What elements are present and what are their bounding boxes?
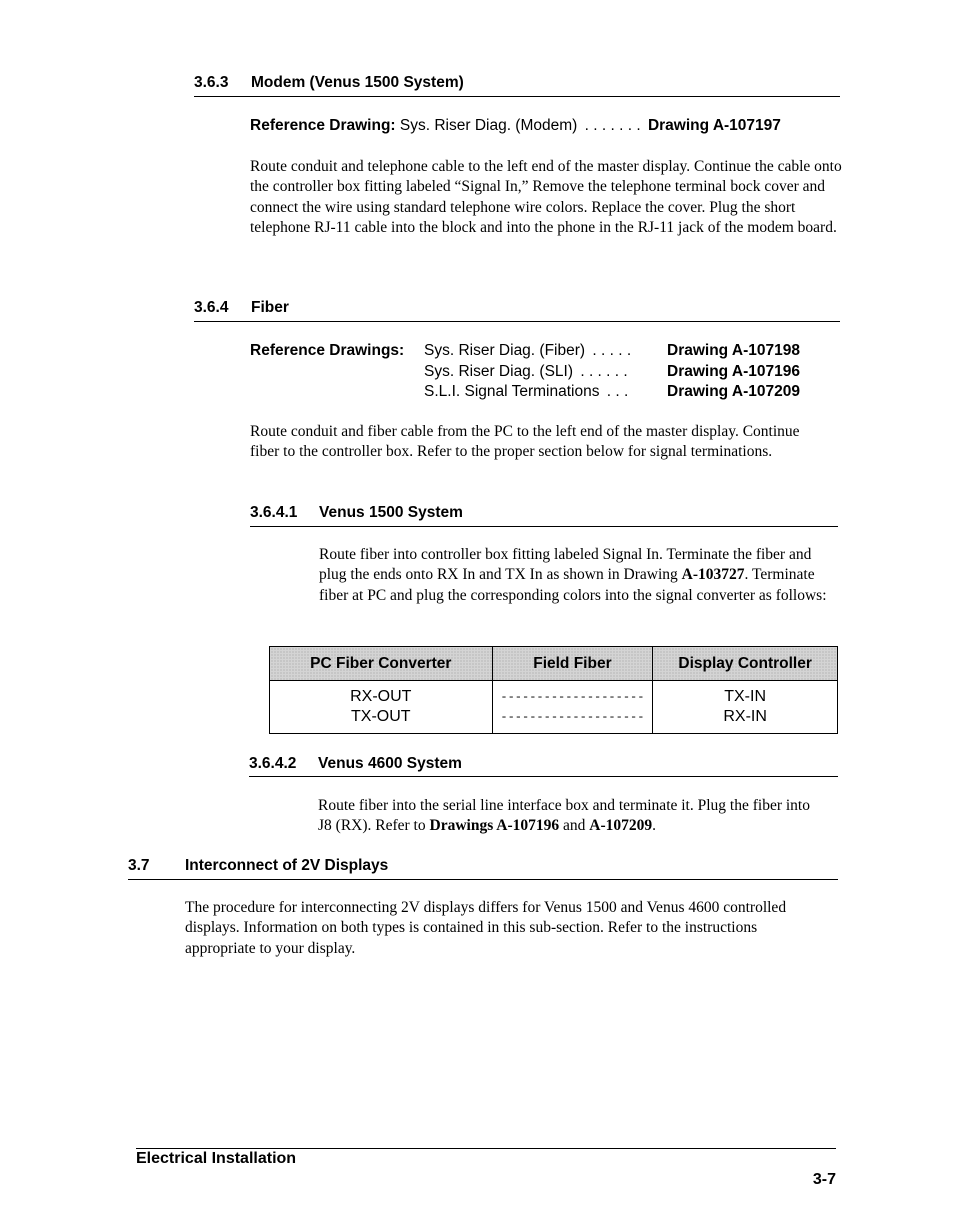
section-number: 3.6.3 xyxy=(194,74,229,91)
pc-value: RX-OUT xyxy=(350,688,412,705)
section-heading-3-6-4-1 xyxy=(250,504,463,522)
leader-dots: . . . . . . xyxy=(580,363,628,380)
body-paragraph: The procedure for interconnecting 2V displays differs for Venus 1500 and Venus 4600 controlled displays. Information on both types is contained in this sub-section. Refer to the instructions appropriate to your display. xyxy=(185,899,787,957)
footer-section-name: Electrical Installation xyxy=(136,1150,297,1167)
reference-drawings-label xyxy=(250,342,404,360)
section-rule xyxy=(128,879,838,880)
drawing-reference: A-103727 xyxy=(681,566,745,584)
header-pc-fiber-converter: PC Fiber Converter xyxy=(270,647,493,681)
body-paragraph xyxy=(319,545,835,606)
drawing-number xyxy=(667,383,800,401)
section-title: Venus 1500 System xyxy=(319,504,463,521)
field-value: -------------------- xyxy=(500,710,645,724)
leader-dots: . . . . . xyxy=(592,342,632,359)
section-number: 3.6.4.2 xyxy=(249,755,297,772)
leader-dots: . . . xyxy=(606,383,629,400)
paragraph-text: and xyxy=(559,817,590,835)
paragraph-text: . Terminate fiber at PC and plug the corresponding colors into the signal converter as follows: xyxy=(319,566,827,604)
pc-column-cell xyxy=(270,681,493,734)
section-heading-3-7 xyxy=(128,857,388,875)
section-title: Modem (Venus 1500 System) xyxy=(251,74,464,91)
section-rule xyxy=(194,96,840,97)
drawing-reference: Drawings A-107196 xyxy=(429,817,560,835)
body-paragraph xyxy=(318,796,818,837)
drawing-number-text: Drawing A-107209 xyxy=(667,383,800,400)
reference-drawing-line xyxy=(250,117,781,135)
table-header-row xyxy=(270,647,838,681)
drawing-reference: A-107209 xyxy=(589,817,653,835)
paragraph-text: . xyxy=(652,817,656,835)
body-paragraph: Route conduit and telephone cable to the left end of the master display. Continue the cable onto the controller box fitting labeled “Signal In,” Remove the telephone terminal bock cover and connect the wire using standard telephone wire colors. Replace the cover. Plug the short telephone RJ-11 cable into the block and into the phone in the RJ-11 jack of the modem board. xyxy=(250,158,842,237)
reference-label: Reference Drawing: xyxy=(250,117,396,134)
display-column-cell xyxy=(653,681,838,734)
reference-item xyxy=(424,363,631,381)
page-number: 3-7 xyxy=(812,1171,836,1188)
drawing-number xyxy=(667,342,800,360)
section-title: Venus 4600 System xyxy=(318,755,462,772)
section-number: 3.7 xyxy=(128,857,150,874)
drawing-number: Drawing A-107197 xyxy=(647,117,781,134)
section-title: Fiber xyxy=(251,299,289,316)
reference-item xyxy=(424,342,634,360)
reference-item xyxy=(424,383,631,401)
field-column-cell xyxy=(492,681,653,734)
reference-text: Sys. Riser Diag. (SLI) xyxy=(424,363,574,380)
section-rule xyxy=(250,526,838,527)
section-number: 3.6.4.1 xyxy=(250,504,298,521)
body-paragraph: Route conduit and fiber cable from the PC to the left end of the master display. Continue fiber to the controller box. Refer to the proper section below for signal terminations. xyxy=(250,423,800,461)
section-heading-3-6-4-2 xyxy=(249,755,462,773)
display-value: RX-IN xyxy=(723,708,767,725)
section-heading-3-6-4 xyxy=(194,299,289,317)
section-rule xyxy=(249,776,838,777)
reference-text: S.L.I. Signal Terminations xyxy=(424,383,600,400)
pc-value: TX-OUT xyxy=(351,708,411,725)
reference-text: Sys. Riser Diag. (Fiber) xyxy=(424,342,586,359)
drawing-number xyxy=(667,363,800,381)
paragraph-text: Route fiber into controller box fitting labeled Signal In. Terminate the fiber and plug the ends onto RX In and TX In as shown in Drawing xyxy=(319,546,812,584)
reference-label: Reference Drawings: xyxy=(250,342,405,359)
section-title: Interconnect of 2V Displays xyxy=(185,857,389,874)
fiber-connection-table xyxy=(269,646,838,734)
reference-text: Sys. Riser Diag. (Modem) xyxy=(399,117,578,134)
header-field-fiber: Field Fiber xyxy=(492,647,653,681)
drawing-number-text: Drawing A-107198 xyxy=(667,342,800,359)
footer-rule xyxy=(136,1148,836,1149)
section-heading-3-6-3 xyxy=(194,74,464,92)
field-value: -------------------- xyxy=(500,690,645,704)
paragraph-text: Route fiber into the serial line interface box and terminate it. Plug the fiber into J8 (RX). Refer to xyxy=(318,797,810,835)
leader-dots: . . . . . . . xyxy=(584,117,641,134)
section-rule xyxy=(194,321,840,322)
header-display-controller: Display Controller xyxy=(653,647,838,681)
table-row xyxy=(270,681,838,734)
drawing-number-text: Drawing A-107196 xyxy=(667,363,800,380)
display-value: TX-IN xyxy=(724,688,767,705)
section-number: 3.6.4 xyxy=(194,299,229,316)
